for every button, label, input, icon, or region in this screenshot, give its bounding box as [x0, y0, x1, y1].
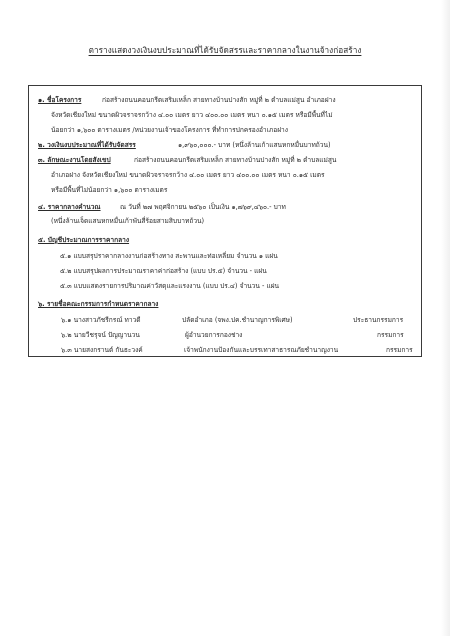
median-price-value: ณ วันที่ ๒๗ พฤศจิกายน ๒๕๖๐ เป็นเงิน ๑,๗๖๙,๔๖๐.- บาท [120, 203, 286, 211]
price-source-entry: ๕.๑ แบบสรุปราคากลางงานก่อสร้างทาง สะพานและท่อเหลี่ยม จำนวน ๑ แผ่น [60, 252, 278, 260]
characteristics-label: ๓. ลักษณะงานโดยสังเขป [38, 156, 111, 164]
committee-member-role: กรรมการ [377, 331, 404, 339]
characteristics-line-3: หรือมีพื้นที่ไม่น้อยกว่า ๑,๖๐๐ ตารางเมตร [51, 186, 168, 194]
budget-value: ๑,๙๖๐,๐๐๐.- บาท (หนึ่งล้านเก้าแสนหกหมื่นบาทถ้วน) [178, 141, 331, 149]
project-line-2: จังหวัดเชียงใหม่ ขนาดผิวจราจรกว้าง ๔.๐๐ เมตร ยาว ๔๐๐.๐๐ เมตร หนา ๐.๑๕ เมตร หรือมีพื้นที่ไม่ [51, 111, 333, 119]
committee-member-position: ปลัดอำเภอ (จพง.ปค.ชำนาญการพิเศษ) [182, 316, 293, 324]
median-price-label: ๔. ราคากลางคำนวณ [38, 203, 101, 211]
committee-member-name: ๖.๓ นายสงกรานต์ กันธะวงค์ [61, 346, 143, 354]
committee-member-name: ๖.๑ นางสาวภัชรีกรณ์ ทาวดี [61, 316, 141, 324]
document-title: ตารางแสดงวงเงินงบประมาณที่ได้รับจัดสรรและราคากลางในงานจ้างก่อสร้าง [88, 45, 362, 55]
characteristics-line-2: อำเภอฝาง จังหวัดเชียงใหม่ ขนาดผิวจราจรกว้าง ๔.๐๐ เมตร ยาว ๔๐๐.๐๐ เมตร หนา ๐.๑๕ เมตร [51, 171, 325, 179]
committee-member-role: ประธานกรรมการ [353, 316, 404, 324]
price-source-entry: ๕.๒ แบบสรุปผลการประมาณราคาค่าก่อสร้าง (แบบ ปร.๕) จำนวน - แผ่น [60, 267, 267, 275]
committee-member-position: ผู้อำนวยการกองช่าง [185, 331, 243, 339]
budget-label: ๒. วงเงินงบประมาณที่ได้รับจัดสรร [38, 141, 136, 149]
price-source-entry: ๕.๓ แบบแสดงรายการปริมาณค่าวัสดุและแรงงาน (แบบ ปร.๔) จำนวน - แผ่น [60, 282, 280, 290]
project-label: ๑. ชื่อโครงการ [38, 96, 82, 104]
project-line-1: ก่อสร้างถนนคอนกรีตเสริมเหล็ก สายทางบ้านปางสัก หมู่ที่ ๒ ตำบลแม่สูน อำเภอฝาง [102, 96, 336, 104]
scan-edge [441, 0, 450, 636]
committee-label: ๖. รายชื่อคณะกรรมการกำหนดราคากลาง [38, 300, 159, 308]
median-price-words: (หนึ่งล้านเจ็ดแสนหกหมื่นเก้าพันสี่ร้อยสามสิบบาทถ้วน) [51, 217, 205, 225]
committee-member-position: เจ้าพนักงานป้องกันและบรรเทาสาธารณภัยชำนาญงาน [184, 346, 339, 354]
committee-member-role: กรรมการ [386, 346, 413, 354]
characteristics-line-1: ก่อสร้างถนนคอนกรีตเสริมเหล็ก สายทางบ้านปางสัก หมู่ที่ ๒ ตำบลแม่สูน [134, 156, 337, 164]
price-sources-label: ๕. บัญชีประมาณการราคากลาง [38, 236, 130, 244]
project-line-3: น้อยกว่า ๑,๖๐๐ ตารางเมตร /หน่วยงานเจ้าของโครงการ ที่ทำการปกครองอำเภอฝาง [51, 126, 288, 134]
committee-member-name: ๖.๒ นายวีชรุจน์ ปัญญานวน [61, 331, 140, 339]
